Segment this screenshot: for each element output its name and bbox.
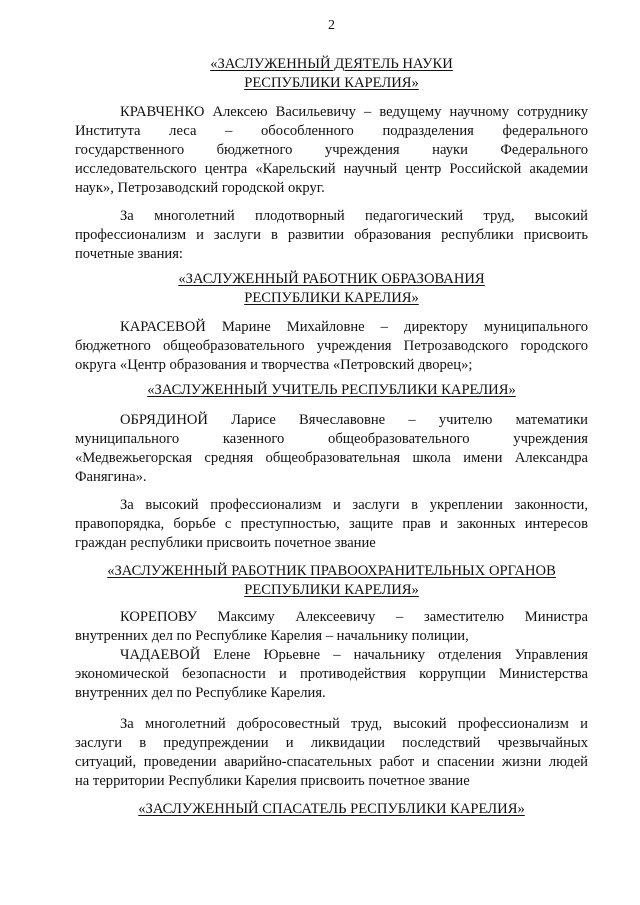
paragraph-line: муниципального казенного общеобразовательного учреждения (75, 431, 588, 447)
paragraph-line: За многолетний плодотворный педагогический труд, высокий (120, 208, 588, 224)
paragraph-line: заслуги в предупреждении и ликвидации последствий чрезвычайных (75, 735, 588, 751)
paragraph-line: исследовательского центра «Карельский научный центр Российской академии (75, 161, 588, 177)
award-title-line: РЕСПУБЛИКИ КАРЕЛИЯ» (244, 290, 419, 306)
paragraph-line: КОРЕПОВУ Максиму Алексеевичу – заместителю Министра (120, 609, 588, 625)
intro-paragraph-education (75, 207, 588, 264)
paragraph-line: наук», Петрозаводский городской округ. (75, 180, 325, 196)
award-title-line: «ЗАСЛУЖЕННЫЙ ДЕЯТЕЛЬ НАУКИ (210, 56, 453, 72)
award-paragraph-korepov (75, 608, 588, 646)
paragraph-line: округа «Центр образования и творчества «Петровский дворец»; (75, 357, 473, 373)
award-title-line: РЕСПУБЛИКИ КАРЕЛИЯ» (244, 582, 419, 598)
paragraph-line: Фанягина». (75, 469, 147, 485)
award-title-rescuer (75, 800, 588, 819)
paragraph-line: почетные звания: (75, 246, 183, 262)
paragraph-line: экономической безопасности и противодействия коррупции Министерства (75, 666, 588, 682)
award-title-line: РЕСПУБЛИКИ КАРЕЛИЯ» (244, 75, 419, 91)
award-paragraph-obryadina (75, 411, 588, 487)
paragraph-line: ЧАДАЕВОЙ Елене Юрьевне – начальнику отделения Управления (120, 647, 588, 663)
intro-paragraph-law-enforcement (75, 496, 588, 553)
award-title-line: «ЗАСЛУЖЕННЫЙ СПАСАТЕЛЬ РЕСПУБЛИКИ КАРЕЛИЯ» (138, 801, 525, 817)
paragraph-line: бюджетного общеобразовательного учреждения Петрозаводского городского (75, 338, 588, 354)
paragraph-line: внутренних дел по Республике Карелия. (75, 685, 326, 701)
award-title-line: «ЗАСЛУЖЕННЫЙ РАБОТНИК ПРАВООХРАНИТЕЛЬНЫХ ОРГАНОВ (107, 563, 556, 579)
page-number: 2 (328, 18, 335, 33)
paragraph-line: За высокий профессионализм и заслуги в укреплении законности, (120, 497, 588, 513)
paragraph-line: граждан республики присвоить почетное звание (75, 535, 376, 551)
award-title-teacher (75, 381, 588, 400)
intro-paragraph-rescuer (75, 715, 588, 791)
paragraph-line: государственного бюджетного учреждения науки Федерального (75, 142, 588, 158)
award-title-line: «ЗАСЛУЖЕННЫЙ УЧИТЕЛЬ РЕСПУБЛИКИ КАРЕЛИЯ» (147, 382, 516, 398)
paragraph-line: правопорядка, борьбе с преступностью, защите прав и законных интересов (75, 516, 588, 532)
award-title-education-worker (75, 270, 588, 308)
award-paragraph-karaseva (75, 318, 588, 375)
paragraph-line: внутренних дел по Республике Карелия – начальнику полиции, (75, 628, 469, 644)
paragraph-line: профессионализм и заслуги в развитии образования республики присвоить (75, 227, 588, 243)
award-paragraph-kravchenko (75, 103, 588, 198)
paragraph-line: ситуаций, проведении аварийно-спасательных работ и спасении жизни людей (75, 754, 588, 770)
paragraph-line: ОБРЯДИНОЙ Ларисе Вячеславовне – учителю математики (120, 412, 588, 428)
award-title-science (75, 55, 588, 93)
award-title-law-enforcement (75, 562, 588, 600)
paragraph-line: «Медвежьегорская средняя общеобразовательная школа имени Александра (75, 450, 588, 466)
paragraph-line: на территории Республики Карелия присвоить почетное звание (75, 773, 470, 789)
paragraph-line: Института леса – обособленного подразделения федерального (75, 123, 588, 139)
paragraph-line: За многолетний добросовестный труд, высокий профессионализм и (120, 716, 588, 732)
award-paragraph-chadaeva (75, 646, 588, 703)
paragraph-line: КРАВЧЕНКО Алексею Васильевичу – ведущему научному сотруднику (120, 104, 588, 120)
paragraph-line: КАРАСЕВОЙ Марине Михайловне – директору муниципального (120, 319, 588, 335)
award-title-line: «ЗАСЛУЖЕННЫЙ РАБОТНИК ОБРАЗОВАНИЯ (178, 271, 485, 287)
